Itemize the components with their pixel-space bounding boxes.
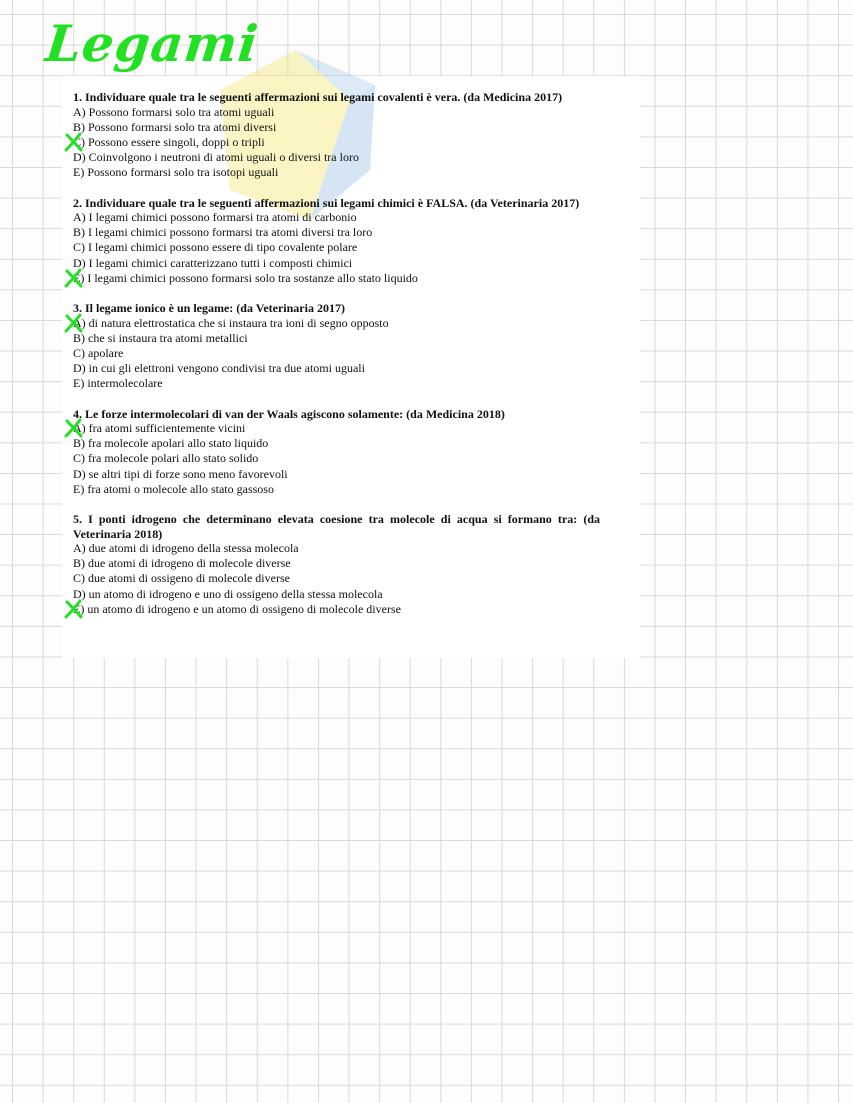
answer-option [73, 150, 600, 165]
answer-option-text: B) che si instaura tra atomi metallici [73, 330, 248, 345]
answer-option [73, 587, 600, 602]
answer-option [73, 361, 600, 376]
answer-option-text: A) fra atomi sufficientemente vicini [73, 421, 246, 436]
answer-option-text: C) I legami chimici possono essere di tipo covalente polare [73, 240, 358, 255]
answer-option [73, 331, 600, 346]
question-text: 3. Il legame ionico è un legame: (da Veterinaria 2017) [73, 301, 345, 316]
answer-option-text: B) due atomi di idrogeno di molecole diverse [73, 556, 291, 571]
answer-option-text: B) Possono formarsi solo tra atomi diversi [73, 119, 277, 134]
answer-option-text: E) fra atomi o molecole allo stato gassoso [73, 481, 274, 496]
answer-option-text: C) fra molecole polari allo stato solido [73, 451, 259, 466]
answer-option [73, 571, 600, 586]
answer-option [73, 165, 600, 180]
answer-option [73, 436, 600, 451]
answer-option [73, 602, 600, 617]
answer-option [73, 225, 600, 240]
answer-option-text: E) un atomo di idrogeno e un atomo di ossigeno di molecole diverse [73, 601, 401, 616]
answer-option [73, 541, 600, 556]
answer-option-text: A) due atomi di idrogeno della stessa molecola [73, 541, 299, 556]
question-text: 4. Le forze intermolecolari di van der Waals agiscono solamente: (da Medicina 2018) [73, 406, 505, 421]
answer-option [73, 421, 600, 436]
answer-option [73, 482, 600, 497]
answer-option-text: A) Possono formarsi solo tra atomi uguali [73, 104, 275, 119]
checkmark-x-icon [64, 132, 84, 152]
answer-option-text: D) un atomo di idrogeno e uno di ossigeno della stessa molecola [73, 586, 383, 601]
answer-option-text: E) Possono formarsi solo tra isotopi uguali [73, 165, 279, 180]
answer-option [73, 316, 600, 331]
question-block [73, 512, 600, 617]
answer-option-text: E) intermolecolare [73, 376, 163, 391]
page-title: Legami [42, 14, 262, 73]
answer-option [73, 120, 600, 135]
answer-option [73, 376, 600, 391]
answer-option-text: D) se altri tipi di forze sono meno favorevoli [73, 466, 288, 481]
answer-option [73, 346, 600, 361]
answer-option-text: C) apolare [73, 345, 124, 360]
answer-option [73, 210, 600, 225]
checkmark-x-icon [64, 268, 84, 288]
answer-option-text: E) I legami chimici possono formarsi solo tra sostanze allo stato liquido [73, 270, 418, 285]
question-block [73, 301, 600, 392]
answer-option [73, 556, 600, 571]
checkmark-x-icon [64, 599, 84, 619]
answer-option-text: C) due atomi di ossigeno di molecole diverse [73, 571, 290, 586]
answer-option-text: C) Possono essere singoli, doppi o tripli [73, 134, 265, 149]
question-text: 5. I ponti idrogeno che determinano elevata coesione tra molecole di acqua si formano tra: (da Veterinaria 2018) [73, 512, 600, 541]
checkmark-x-icon [64, 313, 84, 333]
answer-option-text: B) I legami chimici possono formarsi tra atomi diversi tra loro [73, 225, 373, 240]
question-block [73, 90, 600, 181]
answer-option-text: B) fra molecole apolari allo stato liquido [73, 436, 269, 451]
question-block [73, 196, 600, 287]
question-list [73, 90, 600, 632]
answer-option [73, 240, 600, 255]
answer-option [73, 256, 600, 271]
answer-option-text: A) I legami chimici possono formarsi tra atomi di carbonio [73, 210, 357, 225]
answer-option [73, 135, 600, 150]
question-text: 2. Individuare quale tra le seguenti affermazioni sui legami chimici è FALSA. (da Veterinaria 2017) [73, 195, 580, 210]
checkmark-x-icon [64, 418, 84, 438]
answer-option-text: D) Coinvolgono i neutroni di atomi uguali o diversi tra loro [73, 150, 359, 165]
answer-option-text: D) I legami chimici caratterizzano tutti i composti chimici [73, 255, 353, 270]
answer-option-text: A) di natura elettrostatica che si instaura tra ioni di segno opposto [73, 315, 389, 330]
answer-option [73, 467, 600, 482]
answer-option [73, 271, 600, 286]
answer-option-text: D) in cui gli elettroni vengono condivisi tra due atomi uguali [73, 361, 365, 376]
answer-option [73, 451, 600, 466]
question-block [73, 407, 600, 498]
question-text: 1. Individuare quale tra le seguenti affermazioni sui legami covalenti è vera. (da Medicina 2017) [73, 90, 563, 104]
answer-option [73, 105, 600, 120]
